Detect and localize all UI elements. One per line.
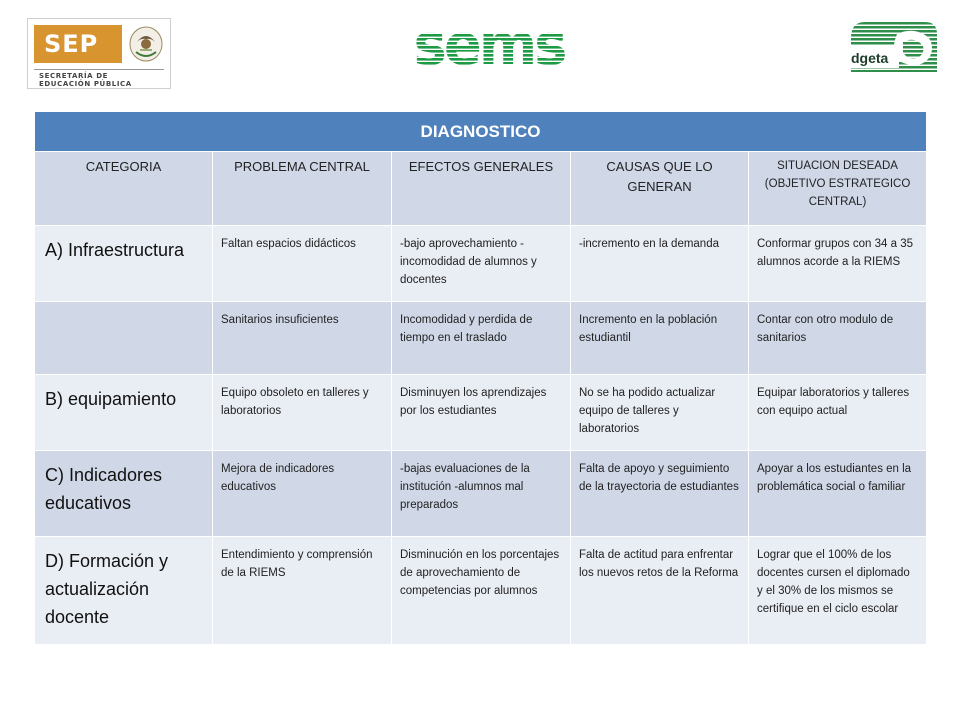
row-problem: Faltan espacios didácticos (213, 226, 392, 302)
row-desired: Contar con otro modulo de sanitarios (749, 302, 927, 375)
row-category: C) Indicadores educativos (35, 451, 213, 537)
row-causes: Falta de apoyo y seguimiento de la trayectoria de estudiantes (571, 451, 749, 537)
row-category: B) equipamiento (35, 375, 213, 451)
table-title: DIAGNOSTICO (35, 112, 927, 152)
row-desired: Conformar grupos con 34 a 35 alumnos acorde a la RIEMS (749, 226, 927, 302)
table-row (35, 226, 927, 302)
table-row (35, 302, 927, 375)
diagnostic-table (34, 111, 927, 645)
row-problem: Mejora de indicadores educativos (213, 451, 392, 537)
row-desired: Equipar laboratorios y talleres con equipo actual (749, 375, 927, 451)
mexico-emblem-icon (127, 24, 165, 64)
row-causes: Falta de actitud para enfrentar los nuevos retos de la Reforma (571, 537, 749, 645)
row-category: D) Formación y actualización docente (35, 537, 213, 645)
row-desired: Lograr que el 100% de los docentes cursen el diplomado y el 30% de los mismos se certifique en el ciclo escolar (749, 537, 927, 645)
header-causas: CAUSAS QUE LO GENERAN (571, 152, 749, 226)
sems-logo-mark (413, 13, 565, 78)
sep-subtitle-line2: EDUCACIÓN PÚBLICA (39, 80, 132, 88)
row-problem: Entendimiento y comprensión de la RIEMS (213, 537, 392, 645)
sep-logo-text: SEP (44, 30, 99, 58)
row-effects: Disminuyen los aprendizajes por los estudiantes (392, 375, 571, 451)
dgeta-logo (845, 18, 940, 76)
sep-divider (34, 69, 164, 70)
row-causes: No se ha podido actualizar equipo de talleres y laboratorios (571, 375, 749, 451)
sep-subtitle (39, 72, 132, 88)
header-efectos-generales: EFECTOS GENERALES (392, 152, 571, 226)
row-effects: -bajas evaluaciones de la institución -alumnos mal preparados (392, 451, 571, 537)
row-problem: Sanitarios insuficientes (213, 302, 392, 375)
row-effects: Incomodidad y perdida de tiempo en el traslado (392, 302, 571, 375)
row-effects: Disminución en los porcentajes de aprovechamiento de competencias por alumnos (392, 537, 571, 645)
row-category: A) Infraestructura (35, 226, 213, 302)
sep-subtitle-line1: SECRETARÍA DE (39, 72, 109, 80)
row-causes: -incremento en la demanda (571, 226, 749, 302)
dgeta-logo-mark (845, 18, 940, 76)
table-row (35, 537, 927, 645)
row-causes: Incremento en la población estudiantil (571, 302, 749, 375)
table-row (35, 375, 927, 451)
row-desired: Apoyar a los estudiantes en la problemática social o familiar (749, 451, 927, 537)
sems-logo-text: sems (413, 13, 565, 78)
header-situacion-deseada: SITUACION DESEADA (OBJETIVO ESTRATEGICO CENTRAL) (749, 152, 927, 226)
header-categoria: CATEGORIA (35, 152, 213, 226)
table-header-row (35, 152, 927, 226)
row-category (35, 302, 213, 375)
header-problema-central: PROBLEMA CENTRAL (213, 152, 392, 226)
sep-logo (27, 18, 171, 89)
table-row (35, 451, 927, 537)
row-effects: -bajo aprovechamiento -incomodidad de alumnos y docentes (392, 226, 571, 302)
sems-logo (413, 13, 565, 78)
dgeta-logo-text: dgeta (851, 50, 889, 66)
sep-logo-box (34, 25, 122, 63)
row-problem: Equipo obsoleto en talleres y laboratorios (213, 375, 392, 451)
